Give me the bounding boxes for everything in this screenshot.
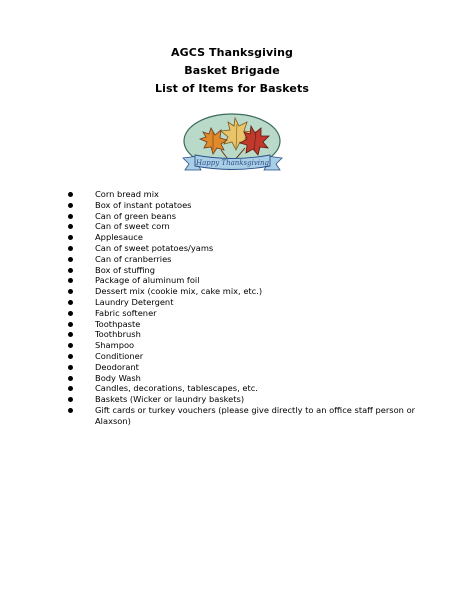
list-item <box>68 243 428 254</box>
list-item-text: Conditioner <box>95 350 144 361</box>
list-item-text: Can of sweet potatoes/yams <box>95 242 214 253</box>
list-item <box>68 200 428 211</box>
bullet-icon <box>68 214 73 219</box>
list-item-text: Fabric softener <box>95 307 157 318</box>
basket-items-list <box>68 189 428 427</box>
bullet-icon <box>68 300 73 305</box>
title-list-heading: List of Items for Baskets <box>155 82 309 95</box>
bullet-icon <box>68 354 73 359</box>
bullet-icon <box>68 408 73 413</box>
list-item <box>68 383 428 394</box>
list-item <box>68 211 428 222</box>
list-item <box>68 362 428 373</box>
bullet-icon <box>68 235 73 240</box>
bullet-icon <box>68 376 73 381</box>
list-item <box>68 340 428 351</box>
list-item <box>68 297 428 308</box>
list-item <box>68 329 428 340</box>
list-item-text: Deodorant <box>95 361 139 372</box>
bullet-icon <box>68 224 73 229</box>
list-item-text: Baskets (Wicker or laundry baskets) <box>95 394 245 405</box>
bullet-icon <box>68 397 73 402</box>
bullet-icon <box>68 386 73 391</box>
list-item <box>68 232 428 243</box>
list-item-text: Laundry Detergent <box>95 296 174 307</box>
list-item-text: Can of sweet corn <box>95 221 170 232</box>
list-item <box>68 308 428 319</box>
list-item-text: Package of aluminum foil <box>95 275 200 286</box>
bullet-icon <box>68 365 73 370</box>
bullet-icon <box>68 246 73 251</box>
bullet-icon <box>68 192 73 197</box>
bullet-icon <box>68 278 73 283</box>
list-item <box>68 189 428 200</box>
list-item-text: Can of green beans <box>95 210 177 221</box>
list-item-text: Box of stuffing <box>95 264 156 275</box>
bullet-icon <box>68 257 73 262</box>
list-item <box>68 351 428 362</box>
bullet-icon <box>68 311 73 316</box>
list-item <box>68 221 428 232</box>
list-item-text: Can of cranberries <box>95 253 172 264</box>
bullet-icon <box>68 343 73 348</box>
list-item <box>68 286 428 297</box>
list-item <box>68 394 428 405</box>
autumn-leaves-banner-icon <box>175 110 290 185</box>
thanksgiving-clipart <box>175 110 290 185</box>
list-item <box>68 373 428 384</box>
document-header <box>0 44 464 98</box>
list-item-text: Candles, decorations, tablescapes, etc. <box>95 383 258 394</box>
list-item-text: Toothpaste <box>95 318 141 329</box>
list-item <box>68 254 428 265</box>
bullet-icon <box>68 203 73 208</box>
title-organization: AGCS Thanksgiving <box>170 46 293 59</box>
bullet-icon <box>68 289 73 294</box>
list-item-text: Gift cards or turkey vouchers (please give directly to an office staff person or Alaxson) <box>95 404 416 426</box>
title-event: Basket Brigade <box>184 64 280 77</box>
list-item <box>68 405 428 427</box>
banner-text: Happy Thanksgiving <box>195 159 270 167</box>
bullet-icon <box>68 322 73 327</box>
list-item-text: Dessert mix (cookie mix, cake mix, etc.) <box>95 286 263 297</box>
list-item-text: Body Wash <box>95 372 141 383</box>
bullet-icon <box>68 268 73 273</box>
list-item <box>68 319 428 330</box>
list-item-text: Applesauce <box>95 232 143 243</box>
list-item <box>68 265 428 276</box>
bullet-icon <box>68 332 73 337</box>
list-item-text: Box of instant potatoes <box>95 199 192 210</box>
list-item-text: Toothbrush <box>95 329 141 340</box>
list-item-text: Corn bread mix <box>95 189 159 199</box>
list-item-text: Shampoo <box>95 340 135 351</box>
list-item <box>68 275 428 286</box>
